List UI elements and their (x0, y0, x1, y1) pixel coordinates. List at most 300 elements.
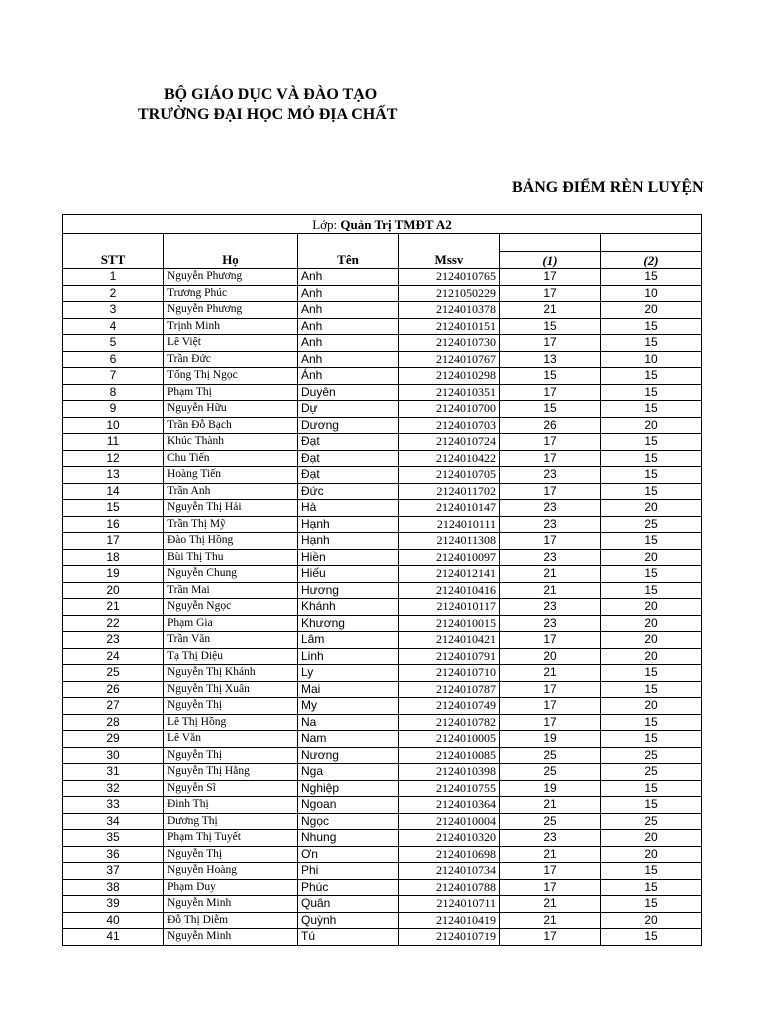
table-row (63, 500, 702, 517)
column-header-row (63, 252, 702, 269)
table-row (63, 747, 702, 764)
cell-score-1: 21 (500, 912, 601, 929)
cell-score-1: 17 (500, 879, 601, 896)
cell-mssv: 2124010734 (399, 863, 500, 880)
cell-score-1: 17 (500, 632, 601, 649)
col-header-ten: Tên (298, 252, 399, 269)
cell-ten: Khánh (298, 599, 399, 616)
cell-mssv: 2124010151 (399, 318, 500, 335)
cell-score-1: 13 (500, 351, 601, 368)
spacer-cell (63, 234, 164, 252)
cell-ho: Tạ Thị Diệu (164, 648, 298, 665)
cell-score-2: 15 (601, 879, 702, 896)
cell-mssv: 2124010698 (399, 846, 500, 863)
cell-ten: Dương (298, 417, 399, 434)
cell-mssv: 2124010710 (399, 665, 500, 682)
cell-stt: 5 (63, 335, 164, 352)
cell-ten: Hương (298, 582, 399, 599)
cell-ten: Nhung (298, 830, 399, 847)
cell-score-2: 10 (601, 351, 702, 368)
table-row (63, 285, 702, 302)
cell-score-2: 20 (601, 912, 702, 929)
cell-mssv: 2124010765 (399, 269, 500, 286)
cell-ten: Anh (298, 318, 399, 335)
cell-score-1: 17 (500, 681, 601, 698)
cell-ho: Phạm Gia (164, 615, 298, 632)
cell-mssv: 2124010097 (399, 549, 500, 566)
cell-mssv: 2124010378 (399, 302, 500, 319)
class-cell (63, 215, 702, 234)
col-header-score-2: (2) (601, 252, 702, 269)
cell-mssv: 2124011702 (399, 483, 500, 500)
table-row (63, 450, 702, 467)
table-row (63, 483, 702, 500)
cell-ho: Lê Việt (164, 335, 298, 352)
cell-mssv: 2124010700 (399, 401, 500, 418)
cell-score-1: 21 (500, 582, 601, 599)
header-spacer-row (63, 234, 702, 252)
cell-score-2: 15 (601, 731, 702, 748)
cell-score-2: 15 (601, 450, 702, 467)
cell-ten: Tú (298, 929, 399, 946)
cell-score-2: 15 (601, 318, 702, 335)
university-heading: TRƯỜNG ĐẠI HỌC MỎ ĐỊA CHẤT (138, 106, 398, 123)
cell-score-2: 15 (601, 384, 702, 401)
cell-mssv: 2124010004 (399, 813, 500, 830)
cell-mssv: 2124010422 (399, 450, 500, 467)
cell-score-2: 20 (601, 648, 702, 665)
cell-score-1: 23 (500, 500, 601, 517)
cell-stt: 3 (63, 302, 164, 319)
cell-ho: Nguyễn Chung (164, 566, 298, 583)
spacer-cell (399, 234, 500, 252)
cell-score-1: 17 (500, 434, 601, 451)
cell-score-1: 25 (500, 764, 601, 781)
cell-ho: Nguyễn Hữu (164, 401, 298, 418)
cell-mssv: 2124010351 (399, 384, 500, 401)
cell-score-1: 17 (500, 698, 601, 715)
cell-score-1: 26 (500, 417, 601, 434)
cell-ten: Phi (298, 863, 399, 880)
cell-stt: 24 (63, 648, 164, 665)
cell-mssv: 2124010117 (399, 599, 500, 616)
cell-score-1: 21 (500, 566, 601, 583)
cell-ten: Ánh (298, 368, 399, 385)
cell-score-2: 15 (601, 714, 702, 731)
cell-mssv: 2124011308 (399, 533, 500, 550)
cell-score-1: 25 (500, 813, 601, 830)
cell-mssv: 2124010015 (399, 615, 500, 632)
table-row (63, 681, 702, 698)
table-row (63, 269, 702, 286)
cell-ten: Hà (298, 500, 399, 517)
cell-stt: 2 (63, 285, 164, 302)
cell-score-2: 25 (601, 516, 702, 533)
cell-score-2: 20 (601, 615, 702, 632)
cell-score-1: 17 (500, 450, 601, 467)
cell-stt: 37 (63, 863, 164, 880)
cell-score-2: 25 (601, 747, 702, 764)
cell-score-1: 21 (500, 896, 601, 913)
cell-ten: Anh (298, 302, 399, 319)
cell-mssv: 2124010791 (399, 648, 500, 665)
cell-ten: Khương (298, 615, 399, 632)
cell-stt: 40 (63, 912, 164, 929)
cell-ho: Đỗ Thị Diễm (164, 912, 298, 929)
cell-score-1: 17 (500, 269, 601, 286)
cell-score-1: 17 (500, 285, 601, 302)
cell-score-1: 23 (500, 599, 601, 616)
cell-stt: 12 (63, 450, 164, 467)
cell-ten: Đức (298, 483, 399, 500)
cell-score-1: 17 (500, 714, 601, 731)
cell-stt: 30 (63, 747, 164, 764)
cell-mssv: 2124010320 (399, 830, 500, 847)
cell-score-2: 20 (601, 302, 702, 319)
table-row (63, 797, 702, 814)
table-row (63, 549, 702, 566)
table-row (63, 714, 702, 731)
col-header-mssv: Mssv (399, 252, 500, 269)
table-row (63, 764, 702, 781)
cell-stt: 31 (63, 764, 164, 781)
cell-ho: Phạm Thị Tuyết (164, 830, 298, 847)
cell-score-2: 20 (601, 830, 702, 847)
cell-stt: 38 (63, 879, 164, 896)
cell-score-1: 25 (500, 747, 601, 764)
cell-ten: Quân (298, 896, 399, 913)
cell-stt: 23 (63, 632, 164, 649)
table-row (63, 896, 702, 913)
cell-ten: Ngọc (298, 813, 399, 830)
cell-score-2: 15 (601, 467, 702, 484)
cell-ten: Ngoan (298, 797, 399, 814)
cell-stt: 35 (63, 830, 164, 847)
cell-score-2: 15 (601, 335, 702, 352)
cell-ho: Nguyễn Phương (164, 269, 298, 286)
cell-ten: Lâm (298, 632, 399, 649)
cell-stt: 33 (63, 797, 164, 814)
cell-score-2: 15 (601, 368, 702, 385)
cell-mssv: 2124010364 (399, 797, 500, 814)
table-row (63, 615, 702, 632)
sheet-title: BẢNG ĐIỂM RÈN LUYỆN (512, 179, 704, 196)
cell-mssv: 2124010755 (399, 780, 500, 797)
cell-ho: Trần Đức (164, 351, 298, 368)
cell-ten: Ơn (298, 846, 399, 863)
cell-ho: Trần Anh (164, 483, 298, 500)
ministry-heading: BỘ GIÁO DỤC VÀ ĐÀO TẠO (164, 86, 378, 103)
cell-mssv: 2124010147 (399, 500, 500, 517)
cell-stt: 18 (63, 549, 164, 566)
table-row (63, 533, 702, 550)
score-table (62, 214, 702, 946)
cell-score-2: 20 (601, 698, 702, 715)
cell-ho: Trương Phúc (164, 285, 298, 302)
table-row (63, 648, 702, 665)
table-row (63, 434, 702, 451)
cell-ten: Na (298, 714, 399, 731)
cell-ten: Hạnh (298, 516, 399, 533)
cell-ho: Phạm Duy (164, 879, 298, 896)
cell-ten: Ly (298, 665, 399, 682)
col-header-stt: STT (63, 252, 164, 269)
cell-stt: 10 (63, 417, 164, 434)
cell-score-1: 21 (500, 797, 601, 814)
table-row (63, 384, 702, 401)
cell-score-2: 15 (601, 780, 702, 797)
cell-score-2: 15 (601, 582, 702, 599)
cell-ten: Anh (298, 335, 399, 352)
cell-score-2: 25 (601, 764, 702, 781)
cell-ten: My (298, 698, 399, 715)
cell-score-2: 15 (601, 896, 702, 913)
cell-ho: Trần Mai (164, 582, 298, 599)
table-row (63, 335, 702, 352)
cell-stt: 11 (63, 434, 164, 451)
table-row (63, 863, 702, 880)
cell-score-1: 20 (500, 648, 601, 665)
cell-mssv: 2124010298 (399, 368, 500, 385)
cell-mssv: 2124010711 (399, 896, 500, 913)
cell-ten: Duyên (298, 384, 399, 401)
cell-mssv: 2124010782 (399, 714, 500, 731)
cell-score-2: 25 (601, 813, 702, 830)
cell-stt: 29 (63, 731, 164, 748)
cell-ho: Nguyễn Thị Hải (164, 500, 298, 517)
cell-mssv: 2124010005 (399, 731, 500, 748)
table-row (63, 516, 702, 533)
cell-score-2: 15 (601, 566, 702, 583)
cell-stt: 28 (63, 714, 164, 731)
cell-ho: Hoàng Tiến (164, 467, 298, 484)
table-row (63, 599, 702, 616)
cell-stt: 32 (63, 780, 164, 797)
cell-stt: 25 (63, 665, 164, 682)
cell-stt: 22 (63, 615, 164, 632)
cell-score-2: 20 (601, 599, 702, 616)
table-row (63, 665, 702, 682)
cell-score-1: 15 (500, 318, 601, 335)
cell-score-2: 15 (601, 483, 702, 500)
table-row (63, 879, 702, 896)
cell-score-2: 20 (601, 500, 702, 517)
class-name: Quản Trị TMĐT A2 (340, 216, 452, 232)
col-header-ho: Họ (164, 252, 298, 269)
table-row (63, 401, 702, 418)
cell-ho: Lê Văn (164, 731, 298, 748)
cell-mssv: 2124010421 (399, 632, 500, 649)
table-row (63, 302, 702, 319)
table-row (63, 318, 702, 335)
cell-score-2: 15 (601, 929, 702, 946)
cell-ho: Đinh Thị (164, 797, 298, 814)
cell-ho: Bùi Thị Thu (164, 549, 298, 566)
cell-stt: 6 (63, 351, 164, 368)
cell-mssv: 2124010705 (399, 467, 500, 484)
spacer-cell (601, 234, 702, 252)
spacer-cell (164, 234, 298, 252)
cell-score-1: 23 (500, 549, 601, 566)
cell-mssv: 2124010416 (399, 582, 500, 599)
cell-score-1: 21 (500, 846, 601, 863)
cell-ho: Trần Văn (164, 632, 298, 649)
cell-score-2: 15 (601, 434, 702, 451)
cell-ho: Tống Thị Ngọc (164, 368, 298, 385)
cell-ten: Dự (298, 401, 399, 418)
cell-mssv: 2124010749 (399, 698, 500, 715)
cell-score-2: 15 (601, 665, 702, 682)
cell-score-2: 15 (601, 401, 702, 418)
cell-ten: Hiền (298, 549, 399, 566)
cell-ten: Quỳnh (298, 912, 399, 929)
cell-mssv: 2124010419 (399, 912, 500, 929)
cell-ten: Hạnh (298, 533, 399, 550)
cell-ten: Nga (298, 764, 399, 781)
cell-stt: 17 (63, 533, 164, 550)
cell-stt: 13 (63, 467, 164, 484)
cell-stt: 8 (63, 384, 164, 401)
cell-ho: Nguyễn Thị (164, 846, 298, 863)
cell-ten: Hiếu (298, 566, 399, 583)
cell-mssv: 2121050229 (399, 285, 500, 302)
cell-mssv: 2124010111 (399, 516, 500, 533)
cell-ten: Đạt (298, 434, 399, 451)
cell-stt: 26 (63, 681, 164, 698)
cell-ten: Mai (298, 681, 399, 698)
cell-stt: 4 (63, 318, 164, 335)
cell-stt: 15 (63, 500, 164, 517)
cell-ho: Nguyễn Hoàng (164, 863, 298, 880)
cell-score-1: 17 (500, 384, 601, 401)
cell-ho: Dương Thị (164, 813, 298, 830)
cell-mssv: 2124010724 (399, 434, 500, 451)
table-row (63, 566, 702, 583)
table-row (63, 698, 702, 715)
cell-score-1: 21 (500, 665, 601, 682)
cell-score-2: 15 (601, 863, 702, 880)
cell-score-2: 20 (601, 417, 702, 434)
cell-mssv: 2124010703 (399, 417, 500, 434)
cell-score-2: 20 (601, 632, 702, 649)
table-row (63, 467, 702, 484)
table-row (63, 632, 702, 649)
cell-ho: Chu Tiến (164, 450, 298, 467)
cell-stt: 1 (63, 269, 164, 286)
cell-mssv: 2124010767 (399, 351, 500, 368)
cell-mssv: 2124010719 (399, 929, 500, 946)
cell-ten: Đạt (298, 450, 399, 467)
class-row (63, 215, 702, 234)
table-row (63, 929, 702, 946)
cell-mssv: 2124012141 (399, 566, 500, 583)
cell-stt: 19 (63, 566, 164, 583)
cell-stt: 21 (63, 599, 164, 616)
table-row (63, 780, 702, 797)
cell-stt: 36 (63, 846, 164, 863)
cell-stt: 41 (63, 929, 164, 946)
cell-score-1: 17 (500, 929, 601, 946)
cell-mssv: 2124010085 (399, 747, 500, 764)
table-row (63, 582, 702, 599)
cell-ho: Nguyễn Minh (164, 896, 298, 913)
cell-ten: Anh (298, 269, 399, 286)
cell-mssv: 2124010398 (399, 764, 500, 781)
cell-stt: 14 (63, 483, 164, 500)
cell-score-1: 23 (500, 830, 601, 847)
cell-ten: Anh (298, 351, 399, 368)
table-row (63, 830, 702, 847)
cell-ho: Phạm Thị (164, 384, 298, 401)
cell-score-1: 17 (500, 483, 601, 500)
col-header-score-1: (1) (500, 252, 601, 269)
cell-ten: Linh (298, 648, 399, 665)
cell-ho: Khúc Thành (164, 434, 298, 451)
cell-ten: Đạt (298, 467, 399, 484)
cell-score-1: 17 (500, 533, 601, 550)
cell-stt: 7 (63, 368, 164, 385)
cell-score-1: 19 (500, 780, 601, 797)
cell-ten: Phúc (298, 879, 399, 896)
cell-stt: 39 (63, 896, 164, 913)
cell-score-2: 15 (601, 269, 702, 286)
cell-score-1: 17 (500, 863, 601, 880)
cell-score-1: 17 (500, 335, 601, 352)
cell-ho: Nguyễn Thị Xuân (164, 681, 298, 698)
cell-ho: Nguyễn Minh (164, 929, 298, 946)
cell-score-1: 23 (500, 615, 601, 632)
cell-score-2: 15 (601, 681, 702, 698)
cell-mssv: 2124010730 (399, 335, 500, 352)
cell-score-1: 19 (500, 731, 601, 748)
cell-ho: Trần Đỗ Bạch (164, 417, 298, 434)
cell-ho: Nguyễn Ngọc (164, 599, 298, 616)
cell-ten: Nghiệp (298, 780, 399, 797)
table-row (63, 846, 702, 863)
cell-score-1: 23 (500, 467, 601, 484)
cell-score-2: 15 (601, 533, 702, 550)
cell-ho: Nguyễn Thị (164, 747, 298, 764)
cell-score-2: 10 (601, 285, 702, 302)
cell-ho: Nguyễn Thị Khánh (164, 665, 298, 682)
cell-ho: Nguyễn Phương (164, 302, 298, 319)
cell-score-1: 21 (500, 302, 601, 319)
cell-stt: 9 (63, 401, 164, 418)
spacer-cell (500, 234, 601, 252)
cell-stt: 27 (63, 698, 164, 715)
table-row (63, 813, 702, 830)
class-label: Lớp: (312, 216, 338, 232)
table-row (63, 731, 702, 748)
cell-ho: Đào Thị Hồng (164, 533, 298, 550)
cell-ten: Nam (298, 731, 399, 748)
cell-score-2: 15 (601, 797, 702, 814)
cell-ho: Nguyễn Thị Hằng (164, 764, 298, 781)
cell-ten: Anh (298, 285, 399, 302)
table-row (63, 368, 702, 385)
cell-score-2: 20 (601, 549, 702, 566)
cell-score-1: 23 (500, 516, 601, 533)
cell-ho: Trần Thị Mỹ (164, 516, 298, 533)
cell-ho: Lê Thị Hồng (164, 714, 298, 731)
cell-stt: 16 (63, 516, 164, 533)
cell-stt: 34 (63, 813, 164, 830)
cell-stt: 20 (63, 582, 164, 599)
table-row (63, 912, 702, 929)
cell-ten: Nương (298, 747, 399, 764)
cell-mssv: 2124010787 (399, 681, 500, 698)
cell-ho: Nguyễn Sĩ (164, 780, 298, 797)
